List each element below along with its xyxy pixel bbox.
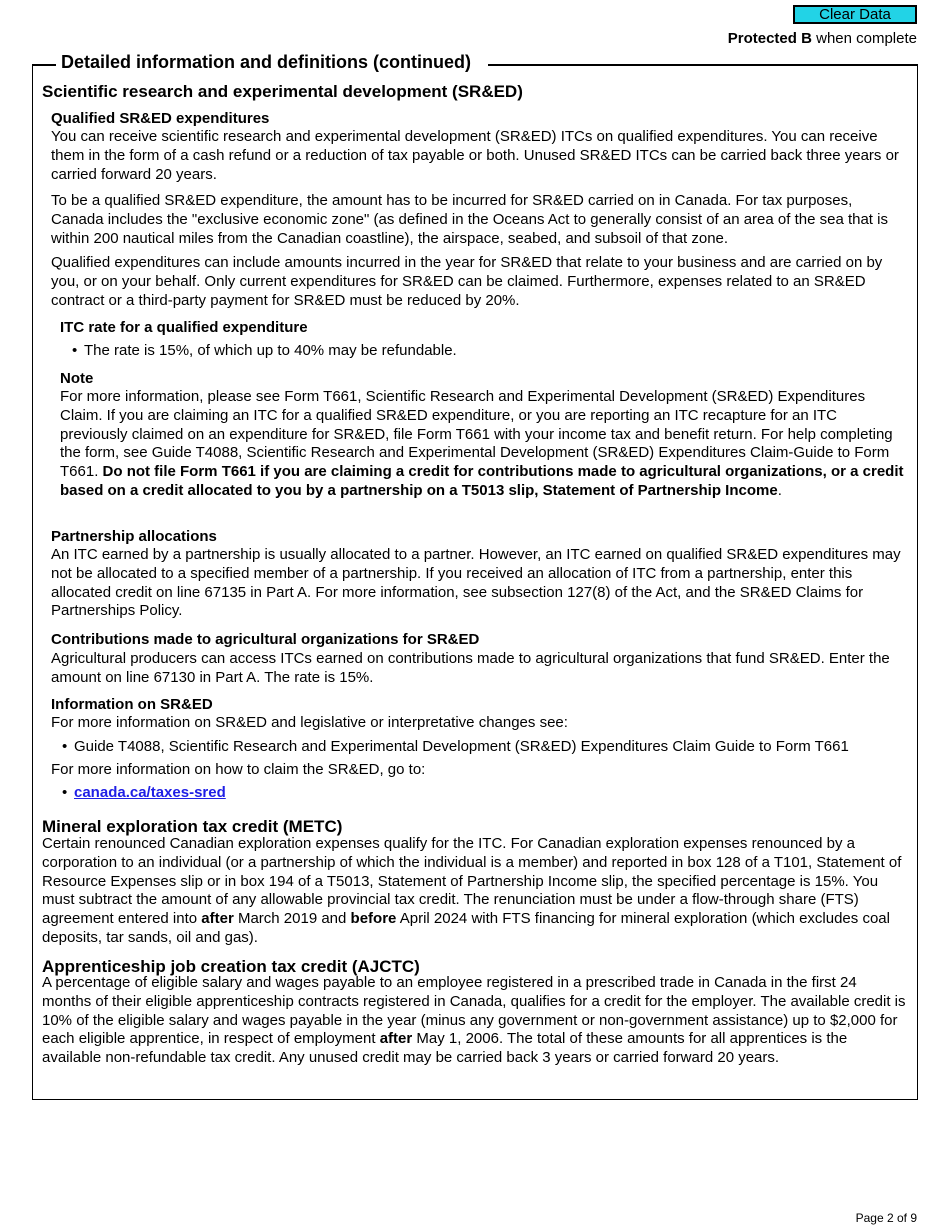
info-sred-intro: For more information on SR&ED and legislative or interpretative changes see: xyxy=(51,714,568,731)
frame-top-left-rule xyxy=(32,64,56,66)
qualified-sred-para1: You can receive scientific research and experimental development (SR&ED) ITCs on qualified expenditures. You can receive them in the form of a cash refund or a reduction of tax payable or both. Unused SR&ED ITCs can be carried back three years or carried forward 20 years. xyxy=(51,128,899,183)
itc-rate-bullet-text: The rate is 15%, of which up to 40% may be refundable. xyxy=(84,342,457,359)
partnership-text: An ITC earned by a partnership is usually allocated to a partner. However, an ITC earned on qualified SR&ED expenditures may not be allocated to a specified member of a partnership. If you received an allocation of ITC from a partnership, enter this allocated credit on line 67135 in Part A. For more information, see subsection 127(8) of the Act, and the SR&ED Claims for Partnerships Policy. xyxy=(51,546,901,620)
itc-rate-heading: ITC rate for a qualified expenditure xyxy=(60,319,308,336)
ajctc-text-2: May 1, 2006. The total of these amounts for all apprentices is the available non-refundable tax credit. Any unused credit may be carried back 3 years or carried forward 20 years. xyxy=(42,1030,848,1067)
itc-rate-bullet: • The rate is 15%, of which up to 40% may be refundable. xyxy=(72,342,457,359)
note-text-regular: For more information, please see Form T661, Scientific Research and Experimental Development (SR&ED) Expenditures Claim. If you are claiming an ITC for a qualified SR&ED expenditure, or you are reporting an ITC recapture for an ITC previously claimed on an expenditure for SR&ED, file Form T661 with your income tax and benefit return. For help completing the form, see Guide T4088, Scientific Research and Experimental Development (SR&ED) Expenditures Claim-Guide to Form T661. xyxy=(60,388,893,481)
info-sred-bullet: • Guide T4088, Scientific Research and Experimental Development (SR&ED) Expenditures Claim Guide to Form T661 xyxy=(62,738,849,755)
qualified-sred-para2: To be a qualified SR&ED expenditure, the amount has to be incurred for SR&ED carried on in Canada. For tax purposes, Canada includes the "exclusive economic zone" (as defined in the Oceans Act to generally consist of an area of the sea that is within 200 nautical miles from the Canadian coastline), the airspace, seabed, and subsoil of that zone. xyxy=(51,192,888,247)
partnership-heading: Partnership allocations xyxy=(51,528,217,545)
frame-title: Detailed information and definitions (continued) xyxy=(61,52,471,72)
note-text-end: . xyxy=(777,481,782,499)
metc-text-3: April 2024 with FTS financing for mineral exploration (which excludes coal deposits, tar sands, oil and gas). xyxy=(42,910,890,946)
protected-b-bold: Protected B xyxy=(727,30,812,47)
qualified-sred-heading: Qualified SR&ED expenditures xyxy=(51,110,270,127)
ajctc-title: Apprenticeship job creation tax credit (AJCTC) xyxy=(42,957,420,976)
agricultural-text: Agricultural producers can access ITCs earned on contributions made to agricultural organizations that fund SR&ED. Enter the amount on line 67130 in Part A. The rate is 15%. xyxy=(51,650,890,686)
ajctc-text xyxy=(42,974,908,1068)
ajctc-bold-after: after xyxy=(379,1030,413,1048)
claim-sred-intro: For more information on how to claim the SR&ED, go to: xyxy=(51,761,426,778)
note-text-bold: Do not file Form T661 if you are claiming a credit for contributions made to agricultural organizations, or a credit based on a credit allocated to you by a partnership on a T5013 slip, Statement of Partnership Income xyxy=(60,463,904,499)
metc-title: Mineral exploration tax credit (METC) xyxy=(42,817,343,836)
agricultural-heading: Contributions made to agricultural organizations for SR&ED xyxy=(51,631,480,648)
info-sred-heading: Information on SR&ED xyxy=(51,696,213,713)
sred-link-bullet: • canada.ca/taxes-sred xyxy=(62,784,226,801)
protected-b-rest: when complete xyxy=(811,30,917,47)
frame-top-right-rule xyxy=(488,64,918,66)
info-sred-bullet-text: Guide T4088, Scientific Research and Experimental Development (SR&ED) Expenditures Claim Guide to Form T661 xyxy=(74,738,849,755)
clear-data-button[interactable]: Clear Data xyxy=(793,5,917,24)
qualified-sred-para3: Qualified expenditures can include amounts incurred in the year for SR&ED that relate to your business and are carried on by you, or on your behalf. Only current expenditures for SR&ED can be claimed. Furthermore, expenses related to an SR&ED contract or a third-party payment for SR&ED must be reduced by 20%. xyxy=(51,254,883,309)
note-heading: Note xyxy=(60,370,94,387)
note-text xyxy=(60,388,906,501)
metc-text xyxy=(42,835,908,948)
page-number: Page 2 of 9 xyxy=(855,1211,917,1225)
sred-title: Scientific research and experimental development (SR&ED) xyxy=(42,82,523,101)
metc-text-1: Certain renounced Canadian exploration expenses qualify for the ITC. For Canadian exploration expenses renounced by a corporation to an individual (or a partnership of which the individual is a member) and reported in box 128 of a T101, Statement of Resource Expenses slip or in box 194 of a T5013, Statement of Partnership Income slip, the specified percentage is 15%. You must subtract the amount of any allowable provincial tax credit. The renunciation must be under a flow-through share (FTS) agreement entered into xyxy=(42,835,902,928)
metc-text-2: March 2019 and xyxy=(233,910,351,928)
protected-b-label xyxy=(728,30,917,47)
sred-link[interactable]: canada.ca/taxes-sred xyxy=(74,784,226,801)
metc-bold-after: after xyxy=(201,910,234,928)
metc-bold-before: before xyxy=(350,910,397,928)
ajctc-text-1: A percentage of eligible salary and wages payable to an employee registered in a prescribed trade in Canada in the first 24 months of their eligible apprenticeship contracts registered in Canada, qualifies for a credit for the employer. The available credit is 10% of the eligible salary and wages payable in the year (minus any government or non-government assistance) up to $2,000 for each eligible apprentice, in respect of employment xyxy=(42,974,906,1048)
